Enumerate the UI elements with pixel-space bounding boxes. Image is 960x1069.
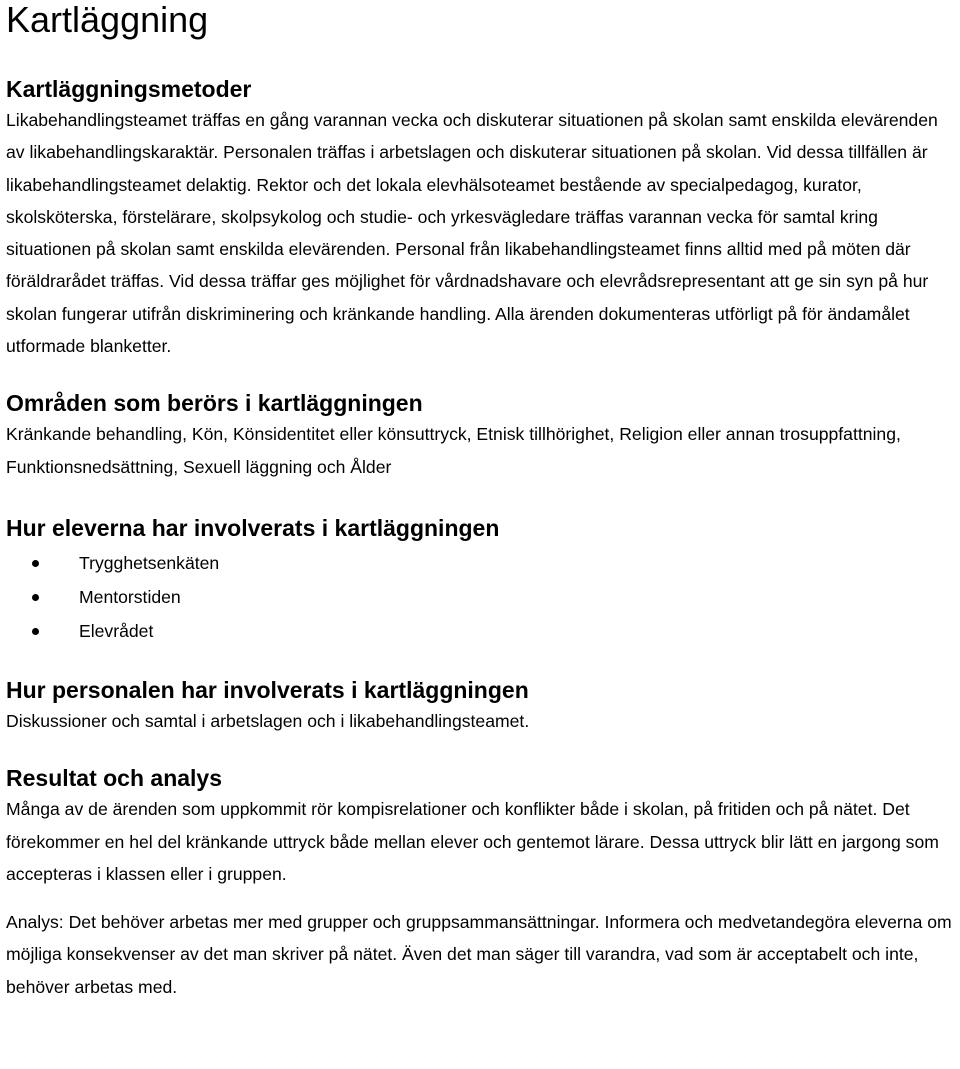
section-paragraph: Likabehandlingsteamet träffas en gång varannan vecka och diskuterar situationen på skolan samt enskilda elevärenden av likabehandlingskaraktär. Personalen träffas i arbetslagen och diskuterar situationen på skolan. Vid dessa tillfällen är likabehandlingsteamet delaktig. Rektor och det lokala elevhälsoteamet bestående av specialpedagog, kurator, skolsköterska, förstelärare, skolpsykolog och studie- och yrkesvägledare träffas varannan vecka för samtal kring situationen på skolan samt enskilda elevärenden. Personal från likabehandlingsteamet finns alltid med på möten där föräldrarådet träffas. Vid dessa träffar ges möjlighet för vårdnadshavare och elevrådsrepresentant att ge sin syn på hur skolan fungerar utifrån diskriminering och kränkande handling. Alla ärenden dokumenteras utförligt på för ändamålet utformade blanketter. bbox=[6, 110, 938, 357]
list-item bbox=[32, 547, 954, 581]
section-heading: Kartläggningsmetoder bbox=[6, 76, 252, 102]
section-heading: Hur personalen har involverats i kartläggningen bbox=[6, 676, 529, 703]
section-paragraph: Kränkande behandling, Kön, Könsidentitet eller könsuttryck, Etnisk tillhörighet, Religion eller annan trosuppfattning, Funktionsnedsättning, Sexuell läggning och Ålder bbox=[6, 424, 901, 477]
section-paragraph: Diskussioner och samtal i arbetslagen och i likabehandlingsteamet. bbox=[6, 710, 530, 731]
section-kartlaggningsmetoder bbox=[6, 74, 954, 362]
section-paragraph: Många av de ärenden som uppkommit rör kompisrelationer och konflikter både i skolan, på fritiden och på nätet. Det förekommer en hel del kränkande uttryck både mellan elever och gentemot lärare. Dessa uttryck blir lätt en jargong som accepteras i klassen eller i gruppen. bbox=[6, 799, 939, 884]
list-item bbox=[32, 615, 954, 649]
section-heading: Områden som berörs i kartläggningen bbox=[6, 390, 423, 417]
section-personal-involverad bbox=[6, 675, 954, 737]
analysis-paragraph: Analys: Det behöver arbetas mer med grupper och gruppsammansättningar. Informera och medvetandegöra eleverna om möjliga konsekvenser av det man skriver på nätet. Även det man säger till varandra, vad som är acceptabelt och inte, behöver arbetas med. bbox=[6, 912, 952, 997]
section-heading: Resultat och analys bbox=[6, 765, 223, 792]
list-item-text: Mentorstiden bbox=[79, 587, 181, 608]
bullet-icon bbox=[32, 628, 39, 635]
section-omraden bbox=[6, 388, 954, 483]
bullet-icon bbox=[32, 594, 39, 601]
document-title: Kartläggning bbox=[6, 0, 209, 40]
section-resultat-analys bbox=[6, 763, 954, 1003]
bullet-icon bbox=[32, 560, 39, 567]
bullet-list bbox=[6, 547, 954, 649]
list-item bbox=[32, 581, 954, 615]
section-heading: Hur eleverna har involverats i kartläggningen bbox=[6, 514, 500, 541]
section-elever-involverade bbox=[6, 513, 954, 649]
list-item-text: Elevrådet bbox=[79, 621, 154, 642]
list-item-text: Trygghetsenkäten bbox=[79, 553, 220, 574]
